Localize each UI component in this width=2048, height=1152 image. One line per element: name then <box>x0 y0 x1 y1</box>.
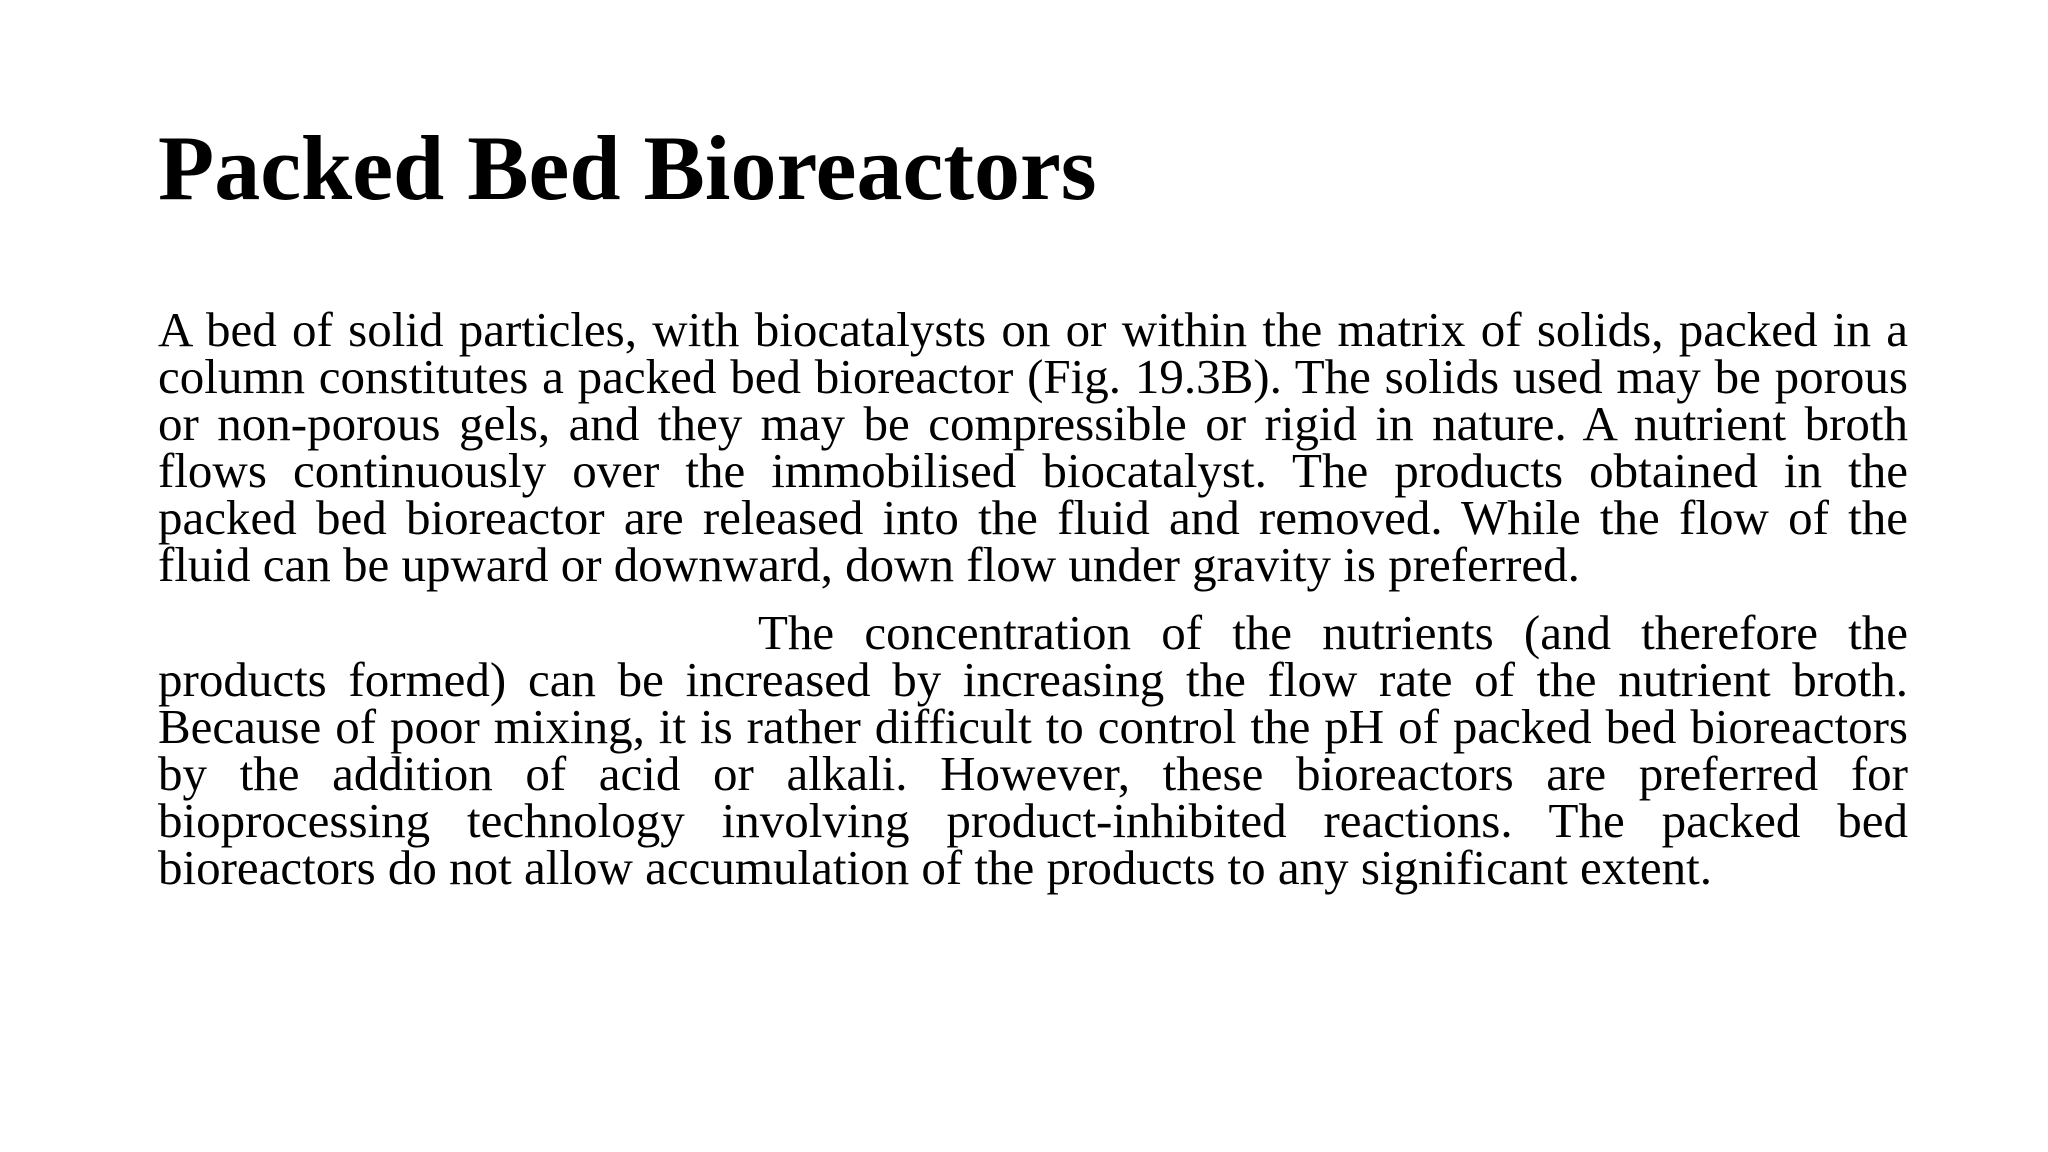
paragraph-2: The concentration of the nutrients (and therefore the products formed) can be increased by increasing the flow rate of the nutrient broth. Because of poor mixing, it is rather difficult to control the pH of packed bed bioreactors by the addition of acid or alkali. However, these bioreactors are preferred for bioprocessing technology involving product-inhibited reactions. The packed bed bioreactors do not allow accumulation of the products to any significant extent. <box>158 605 1908 895</box>
slide-title: Packed Bed Bioreactors <box>158 117 1097 219</box>
slide-body <box>158 302 1908 895</box>
paragraph-1: A bed of solid particles, with biocatalysts on or within the matrix of solids, packed in a column constitutes a packed bed bioreactor (Fig. 19.3B). The solids used may be porous or non-porous gels, and they may be compressible or rigid in nature. A nutrient broth flows continuously over the immobilised biocatalyst. The products obtained in the packed bed bioreactor are released into the fluid and removed. While the flow of the fluid can be upward or downward, down flow under gravity is preferred. <box>158 302 1908 592</box>
